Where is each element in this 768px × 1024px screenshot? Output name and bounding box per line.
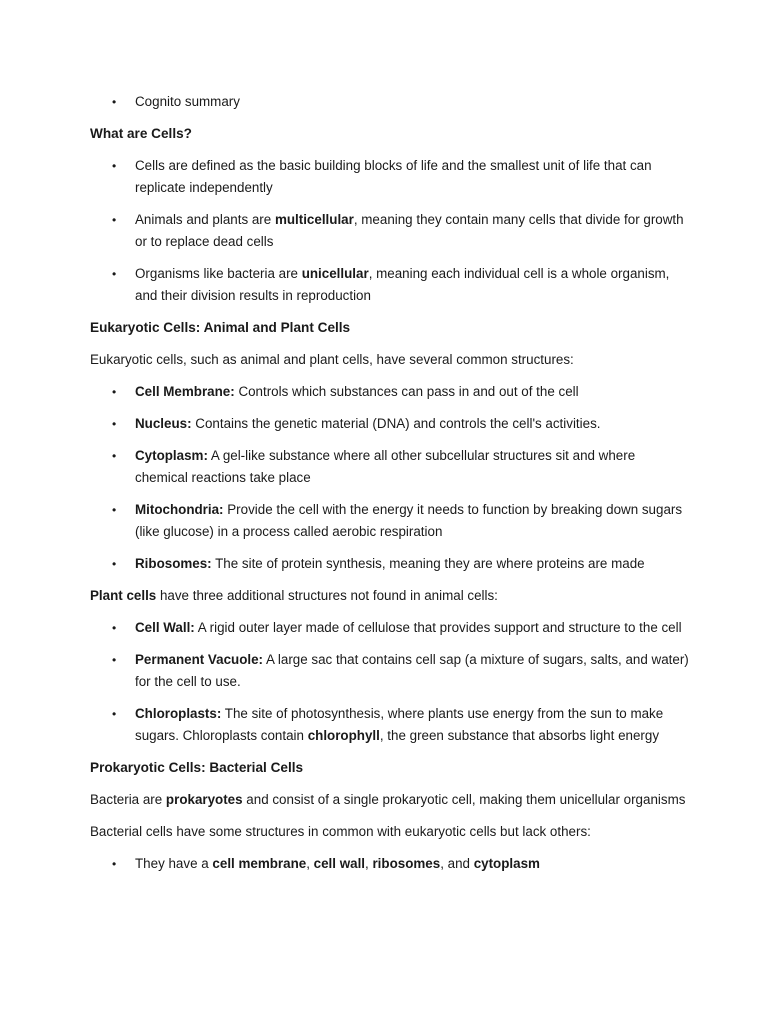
list-item (90, 209, 690, 253)
list-item-text: , and (440, 856, 474, 871)
term-label: Ribosomes: (135, 556, 212, 571)
term-description: Controls which substances can pass in and out of the cell (234, 384, 579, 399)
term-label: Permanent Vacuole: (135, 652, 264, 667)
paragraph-text: have three additional structures not found in animal cells: (156, 588, 498, 603)
bold-term: Plant cells (90, 588, 157, 603)
list-item (90, 617, 690, 639)
bullet: • (112, 267, 117, 281)
paragraph: Bacterial cells have some structures in common with eukaryotic cells but lack others: (90, 824, 591, 839)
list-item-text: , (306, 856, 314, 871)
bullet: • (112, 857, 117, 871)
list-item (90, 553, 690, 575)
bold-term: prokaryotes (165, 792, 243, 807)
list-item (90, 381, 690, 403)
list-item (90, 91, 690, 113)
bold-term: multicellular (274, 212, 354, 227)
term-description: , the green substance that absorbs light energy (379, 728, 660, 743)
bold-term: ribosomes (372, 856, 441, 871)
term-description: The site of photosynthesis, where plants use energy from the sun to make sugars. Chloroplasts contain (135, 706, 664, 743)
bullet: • (112, 213, 117, 227)
term-label: Chloroplasts: (135, 706, 222, 721)
list-item-text: Cognito summary (135, 94, 240, 109)
list-item (90, 263, 690, 307)
term-label: Mitochondria: (135, 502, 224, 517)
paragraph (90, 789, 690, 811)
bullet: • (112, 449, 117, 463)
list-item-text: , meaning each individual cell is a whole organism, and their division results in reproduction (135, 266, 670, 303)
cells-list (90, 155, 690, 307)
heading-prokaryotic-cells: Prokaryotic Cells: Bacterial Cells (90, 760, 304, 775)
bullet: • (112, 621, 117, 635)
bullet: • (112, 557, 117, 571)
term-description: A large sac that contains cell sap (a mixture of sugars, salts, and water) for the cell to use. (135, 652, 689, 689)
document-body (90, 91, 690, 885)
heading-what-are-cells: What are Cells? (90, 126, 192, 141)
list-item-text: Organisms like bacteria are (135, 266, 302, 281)
bullet: • (112, 95, 117, 109)
bullet: • (112, 503, 117, 517)
paragraph: Eukaryotic cells, such as animal and plant cells, have several common structures: (90, 352, 574, 367)
paragraph-text: and consist of a single prokaryotic cell, making them unicellular organisms (242, 792, 686, 807)
list-item (90, 853, 690, 875)
plant-list (90, 617, 690, 747)
paragraph-text: Bacteria are (90, 792, 166, 807)
bold-term: chlorophyll (307, 728, 380, 743)
term-label: Cell Membrane: (135, 384, 235, 399)
term-description: A gel-like substance where all other subcellular structures sit and where chemical reactions take place (135, 448, 636, 485)
term-label: Nucleus: (135, 416, 192, 431)
list-item-text: Cells are defined as the basic building blocks of life and the smallest unit of life that can replicate independently (135, 158, 652, 195)
bacteria-list (90, 853, 690, 875)
bullet: • (112, 385, 117, 399)
eukaryotic-list (90, 381, 690, 575)
list-item (90, 703, 690, 747)
list-item (90, 155, 690, 199)
heading-eukaryotic-cells: Eukaryotic Cells: Animal and Plant Cells (90, 320, 351, 335)
list-item (90, 445, 690, 489)
bullet: • (112, 707, 117, 721)
list-item-text: , meaning they contain many cells that divide for growth or to replace dead cells (135, 212, 684, 249)
term-label: Cell Wall: (135, 620, 195, 635)
list-item (90, 499, 690, 543)
list-item-text: , (365, 856, 373, 871)
term-label: Cytoplasm: (135, 448, 208, 463)
term-description: Contains the genetic material (DNA) and controls the cell's activities. (191, 416, 601, 431)
list-item-text: They have a (135, 856, 213, 871)
bullet: • (112, 159, 117, 173)
bold-term: cell membrane (212, 856, 307, 871)
term-description: Provide the cell with the energy it needs to function by breaking down sugars (like glucose) in a process called aerobic respiration (135, 502, 683, 539)
list-item-text: Animals and plants are (135, 212, 275, 227)
intro-list (90, 91, 690, 113)
bold-term: cell wall (313, 856, 366, 871)
list-item (90, 649, 690, 693)
list-item (90, 413, 690, 435)
paragraph (90, 585, 690, 607)
bullet: • (112, 417, 117, 431)
bold-term: unicellular (301, 266, 369, 281)
term-description: The site of protein synthesis, meaning they are where proteins are made (211, 556, 645, 571)
bullet: • (112, 653, 117, 667)
term-description: A rigid outer layer made of cellulose that provides support and structure to the cell (194, 620, 682, 635)
bold-term: cytoplasm (473, 856, 540, 871)
